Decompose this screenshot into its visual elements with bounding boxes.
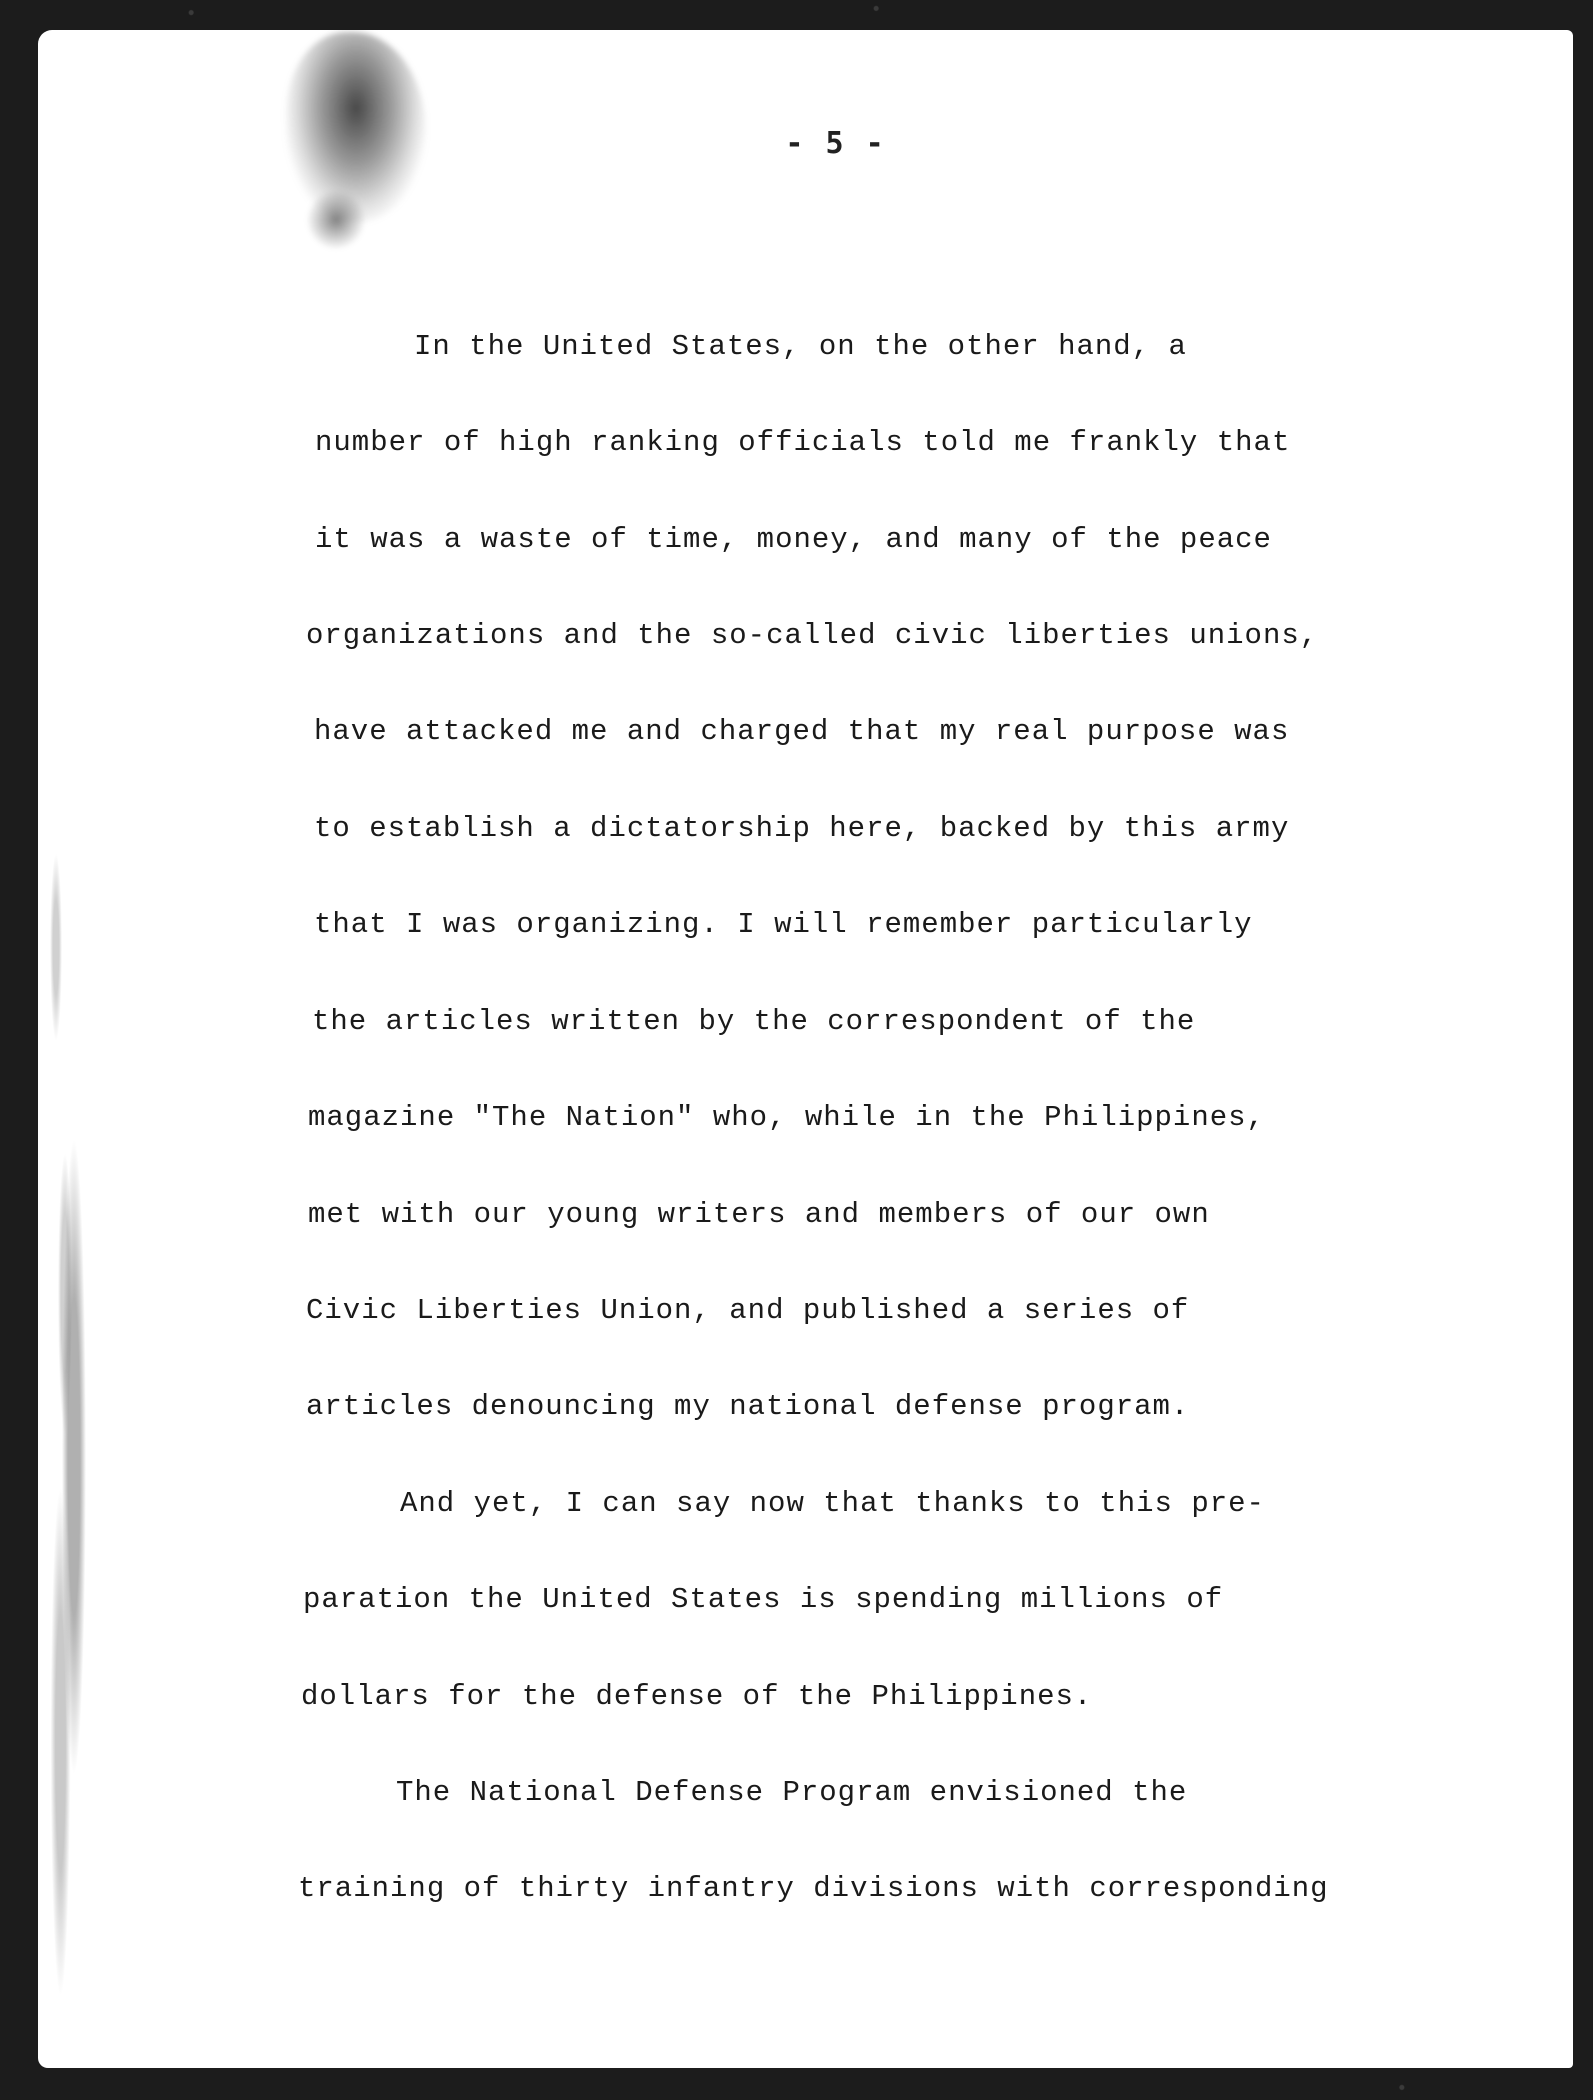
document-page (38, 30, 1573, 2068)
text-line: articles denouncing my national defense program. (306, 1390, 1190, 1423)
ink-smudge-tail (306, 190, 366, 250)
text-line: training of thirty infantry divisions with corresponding (298, 1872, 1329, 1905)
text-line: The National Defense Program envisioned the (396, 1776, 1188, 1809)
text-line: And yet, I can say now that thanks to this pre- (400, 1487, 1265, 1520)
text-line: Civic Liberties Union, and published a series of (306, 1294, 1190, 1327)
text-line: dollars for the defense of the Philippines. (301, 1680, 1093, 1713)
text-line: In the United States, on the other hand, a (414, 330, 1187, 363)
text-line: to establish a dictatorship here, backed by this army (314, 812, 1290, 845)
text-line: paration the United States is spending millions of (303, 1583, 1224, 1616)
text-line: that I was organizing. I will remember particularly (314, 908, 1253, 941)
text-line: organizations and the so-called civic liberties unions, (306, 619, 1319, 652)
text-line: magazine "The Nation" who, while in the Philippines, (308, 1101, 1265, 1134)
text-line: it was a waste of time, money, and many of the peace (315, 523, 1272, 556)
page-number: - 5 - (785, 126, 886, 161)
scan-edge-wear (38, 30, 128, 2068)
text-line: number of high ranking officials told me frankly that (315, 426, 1291, 459)
text-line: the articles written by the correspondent of the (312, 1005, 1196, 1038)
text-line: have attacked me and charged that my real purpose was (314, 715, 1290, 748)
text-line: met with our young writers and members of our own (308, 1198, 1210, 1231)
